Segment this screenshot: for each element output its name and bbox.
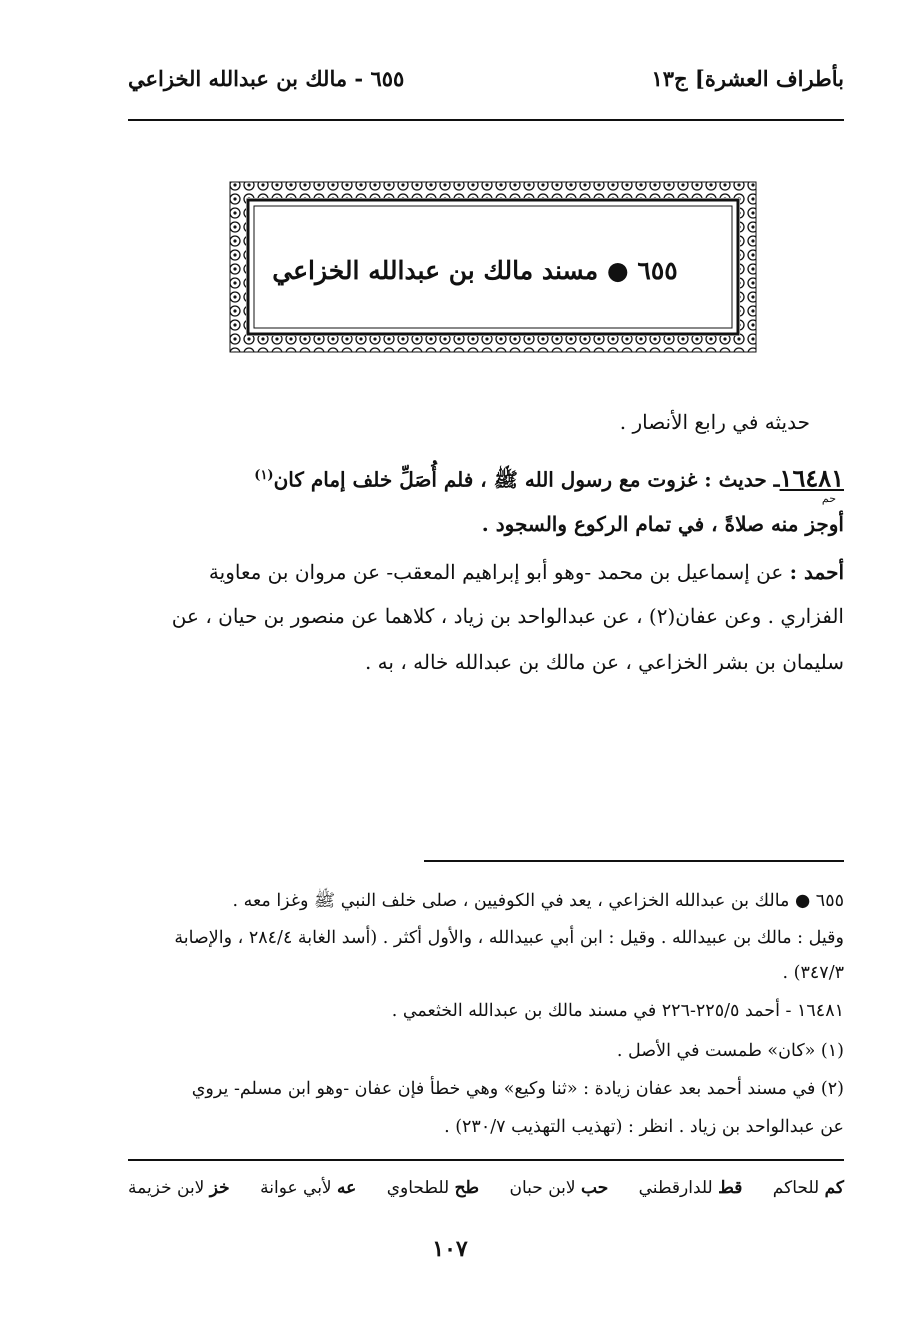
hadith-text-line: أوجز منه صلاةً ، في تمام الركوع والسجود . xyxy=(481,512,844,536)
page-number: ١٠٧ xyxy=(432,1236,468,1262)
source-name: أحمد : xyxy=(789,560,844,584)
abbreviation-item: حب لابن حبان xyxy=(509,1178,609,1198)
isnad-line-1 xyxy=(209,560,844,584)
isnad-line-3: سليمان بن بشر الخزاعي ، عن مالك بن عبدالله خاله ، به . xyxy=(364,650,844,674)
footnote-655-line-1: ٦٥٥ ● مالك بن عبدالله الخزاعي ، يعد في الكوفيين ، صلى خلف النبي ﷺ وغزا معه . xyxy=(232,891,844,911)
footnote-rule xyxy=(424,860,844,862)
source-mark: حم xyxy=(821,492,836,505)
footnote-1: (١) «كان» طمست في الأصل . xyxy=(616,1041,844,1061)
hadith-number: ١٦٤٨١ xyxy=(779,463,844,493)
intro-line: حديثه في رابع الأنصار . xyxy=(619,410,810,434)
abbreviations-rule xyxy=(128,1159,844,1161)
abbreviation-item: خز لابن خزيمة xyxy=(128,1178,230,1198)
abbreviation-item: قط للدارقطني xyxy=(638,1178,743,1198)
abbreviations-legend xyxy=(128,1178,844,1208)
abbreviation-item: كم للحاكم xyxy=(772,1178,844,1198)
header-section-title: ٦٥٥ - مالك بن عبدالله الخزاعي xyxy=(128,66,405,91)
footnote-655-line-2: وقيل : مالك بن عبيدالله . وقيل : ابن أبي عبيدالله ، والأول أكثر . (أسد الغابة ٢٨٤/٤ ، والإصابة xyxy=(174,928,844,948)
hadith-heading-line xyxy=(254,464,844,492)
section-title: ٦٥٥ ● مسند مالك بن عبدالله الخزاعي xyxy=(272,256,678,285)
header-rule xyxy=(128,119,844,121)
abbreviation-item: عه لأبي عوانة xyxy=(260,1178,357,1198)
footnote-16481: ١٦٤٨١ - أحمد ٢٢٥/٥-٢٢٦ في مسند مالك بن عبدالله الخثعمي . xyxy=(391,1001,844,1021)
running-header xyxy=(128,58,844,102)
footnote-ref-1: (١) xyxy=(254,468,274,483)
isnad-line-2: الفزاري . وعن عفان(٢) ، عن عبدالواحد بن زياد ، كلاهما عن منصور بن حيان ، عن xyxy=(171,604,844,628)
isnad-text-1: عن إسماعيل بن محمد -وهو أبو إبراهيم المعقب- عن مروان بن معاوية xyxy=(208,560,784,584)
footnote-2-line-1: (٢) في مسند أحمد بعد عفان زيادة : «ثنا وكيع» وهي خطأ فإن عفان -وهو ابن مسلم- يروي xyxy=(191,1079,844,1099)
hadith-heading: ـ حديث : غزوت مع رسول الله ﷺ ، فلم أُصَلِّ خلف إمام كان xyxy=(273,467,780,492)
abbreviation-item: طح للطحاوي xyxy=(386,1178,480,1198)
header-book-title: بأطراف العشرة] ج١٣ xyxy=(651,66,844,91)
footnote-2-line-2: عن عبدالواحد بن زياد . انظر : (تهذيب التهذيب ٢٣٠/٧) . xyxy=(444,1117,844,1137)
footnote-655-line-3: ٣٤٧/٣) . xyxy=(782,963,844,983)
